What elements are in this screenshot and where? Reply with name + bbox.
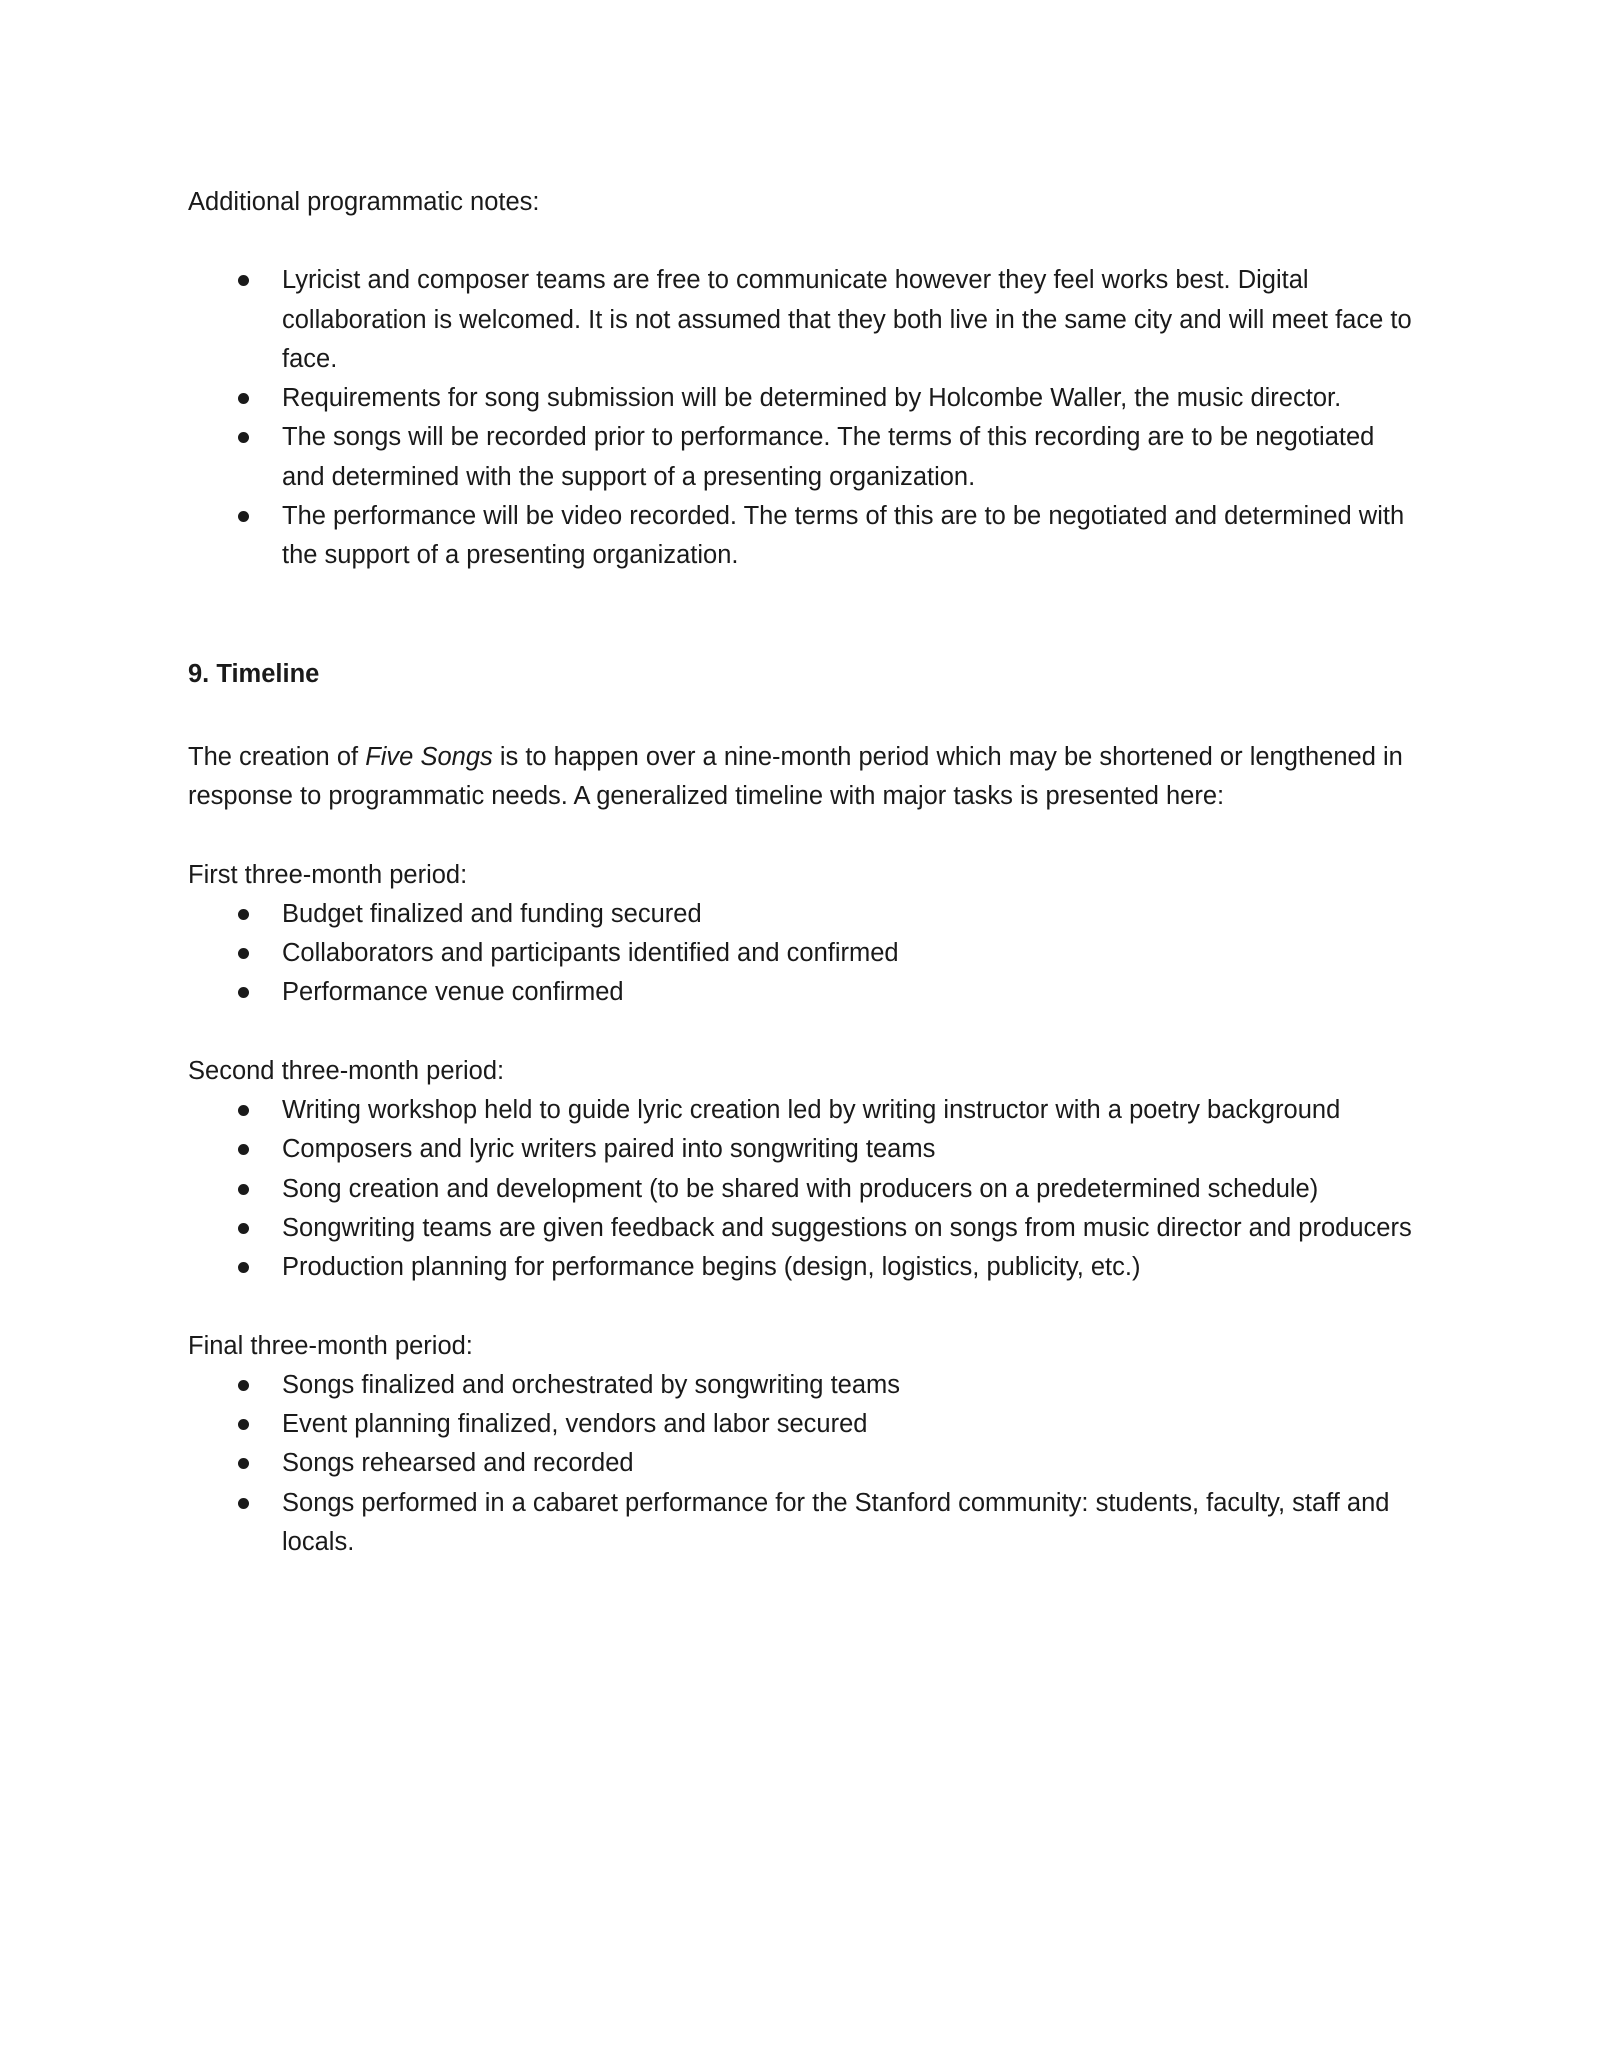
period-list [188, 1366, 1418, 1562]
period-list [188, 895, 1418, 1013]
timeline-paragraph [188, 738, 1418, 817]
list-item: Requirements for song submission will be determined by Holcombe Waller, the music director. [188, 379, 1418, 418]
list-item: The songs will be recorded prior to performance. The terms of this recording are to be negotiated and determined with the support of a presenting organization. [188, 418, 1418, 497]
list-item: Performance venue confirmed [188, 973, 1418, 1012]
notes-list [188, 261, 1418, 575]
notes-intro: Additional programmatic notes: [188, 188, 540, 216]
list-item: Song creation and development (to be shared with producers on a predetermined schedule) [188, 1170, 1418, 1209]
paragraph-text: is to happen over a nine-month period which may be shortened or lengthened in response to programmatic needs. A generalized timeline with major tasks is presented here: [188, 742, 1403, 811]
period-second [188, 1052, 1418, 1288]
page-content [188, 183, 1418, 1601]
list-item: Songs rehearsed and recorded [188, 1444, 1418, 1483]
paragraph-text: The creation of [188, 742, 366, 771]
list-item: Budget finalized and funding secured [188, 895, 1418, 934]
list-item: Lyricist and composer teams are free to communicate however they feel works best. Digital collaboration is welcomed. It is not assumed that they both live in the same city and will meet face to face. [188, 261, 1418, 379]
period-label: First three-month period: [188, 860, 468, 889]
list-item: Collaborators and participants identified and confirmed [188, 934, 1418, 973]
list-item: Event planning finalized, vendors and labor secured [188, 1405, 1418, 1444]
period-first [188, 856, 1418, 1013]
period-final [188, 1327, 1418, 1563]
list-item: The performance will be video recorded. The terms of this are to be negotiated and determined with the support of a presenting organization. [188, 497, 1418, 576]
period-label: Second three-month period: [188, 1056, 505, 1085]
period-label: Final three-month period: [188, 1331, 473, 1360]
work-title: Five Songs [365, 742, 493, 771]
list-item: Songs finalized and orchestrated by songwriting teams [188, 1366, 1418, 1405]
section-heading: 9. Timeline [188, 659, 320, 688]
list-item: Writing workshop held to guide lyric creation led by writing instructor with a poetry background [188, 1091, 1418, 1130]
list-item: Production planning for performance begins (design, logistics, publicity, etc.) [188, 1248, 1418, 1287]
list-item: Songs performed in a cabaret performance for the Stanford community: students, faculty, staff and locals. [188, 1484, 1418, 1563]
list-item: Composers and lyric writers paired into songwriting teams [188, 1130, 1418, 1169]
list-item: Songwriting teams are given feedback and suggestions on songs from music director and producers [188, 1209, 1418, 1248]
period-list [188, 1091, 1418, 1287]
